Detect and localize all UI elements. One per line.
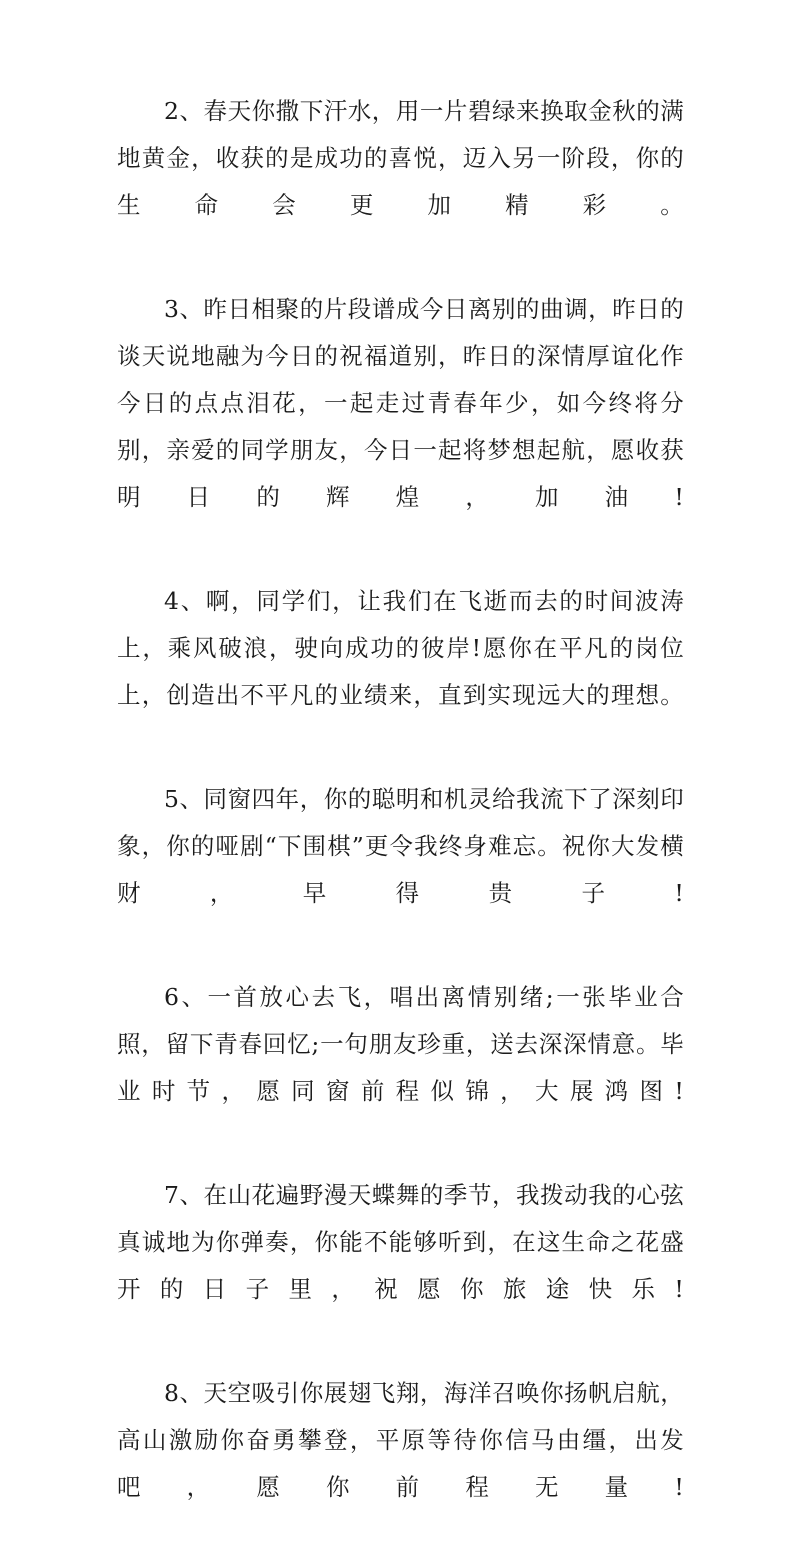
paragraph-4: 4、啊，同学们，让我们在飞逝而去的时间波涛上，乘风破浪，驶向成功的彼岸!愿你在平凡的岗位上，创造出不平凡的业绩来，直到实现远大的理想。 bbox=[117, 587, 684, 709]
paragraph-6: 6、一首放心去飞，唱出离情别绪;一张毕业合照，留下青春回忆;一句朋友珍重，送去深深情意。毕业时节，愿同窗前程似锦，大展鸿图! bbox=[117, 983, 684, 1105]
paragraph-7: 7、在山花遍野漫天蝶舞的季节，我拨动我的心弦真诚地为你弹奏，你能不能够听到，在这生命之花盛开的日子里，祝愿你旅途快乐! bbox=[117, 1181, 684, 1303]
paragraph-8: 8、天空吸引你展翅飞翔，海洋召唤你扬帆启航，高山激励你奋勇攀登，平原等待你信马由缰，出发吧，愿你前程无量! bbox=[117, 1379, 684, 1501]
paragraph-5: 5、同窗四年，你的聪明和机灵给我流下了深刻印象，你的哑剧“下围棋”更令我终身难忘。祝你大发横财，早得贵子! bbox=[117, 785, 684, 907]
document-body bbox=[117, 88, 684, 1558]
paragraph-3: 3、昨日相聚的片段谱成今日离别的曲调，昨日的谈天说地融为今日的祝福道别，昨日的深情厚谊化作今日的点点泪花，一起走过青春年少，如今终将分别，亲爱的同学朋友，今日一起将梦想起航，愿收获明日的辉煌，加油! bbox=[117, 295, 684, 511]
paragraph-2: 2、春天你撒下汗水，用一片碧绿来换取金秋的满地黄金，收获的是成功的喜悦，迈入另一阶段，你的生命会更加精彩。 bbox=[117, 97, 684, 219]
